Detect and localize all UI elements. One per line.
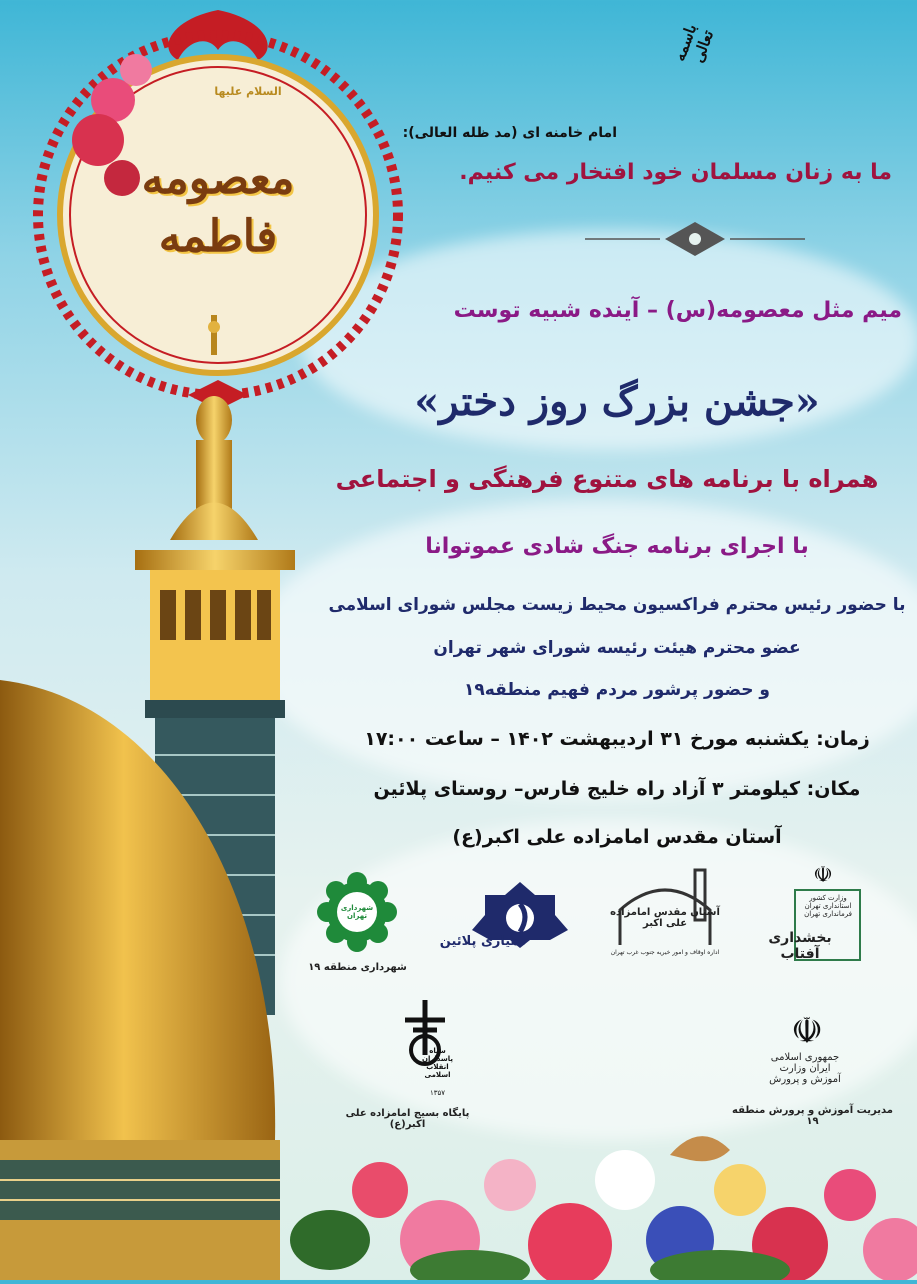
municipality-label: شهرداری منطقه ۱۹ (308, 962, 407, 973)
astan-text: آستان مقدس امامزاده علی اکبر (610, 907, 720, 929)
emblem-arc-text: السلام علیها (214, 85, 282, 98)
event-guest1: با حضور رئیس محترم فراکسیون محیط زیست مجلس شورای اسلامی (328, 595, 906, 615)
emblem-calligraphy: معصومه فاطمه (141, 153, 295, 262)
municipality-inner-text: شهرداری تهران (340, 904, 374, 920)
quote-text: ما به زنان مسلمان خود افتخار می کنیم. (459, 160, 892, 185)
bakhshdari-text: بخشداری آفتاب (768, 930, 832, 962)
basij-label: پایگاه بسیج امامزاده علی اکبر(ع) (345, 1108, 470, 1130)
event-guest3: و حضور پرشور مردم فهیم منطقه۱۹ (464, 680, 770, 700)
education-logo (770, 1005, 845, 1050)
bismillah: باسمه تعالی (670, 21, 718, 66)
event-slogan: میم مثل معصومه(س) – آینده شبیه توست (453, 298, 902, 323)
astan-sub-text: اداره اوقاف و امور خیریه جنوب غرب تهران (610, 949, 720, 956)
sepah-year: ۱۳۵۷ (429, 1089, 446, 1097)
svg-text:☫: ☫ (813, 863, 833, 888)
ornament-divider (585, 218, 805, 260)
event-subtitle: همراه با برنامه های متنوع فرهنگی و اجتماعی (335, 465, 879, 493)
dehyari-label: دهیاری پلائین (439, 934, 527, 949)
municipality-logo (310, 872, 405, 962)
event-time: زمان: یکشنبه مورخ ۳۱ اردیبهشت ۱۴۰۲ – ساعت ۱۷:۰۰ (364, 728, 870, 750)
education-region-label: مدیریت آموزش و پرورش منطقه ۱۹ (732, 1105, 893, 1127)
svg-text:☫: ☫ (790, 1011, 824, 1050)
flower-border (270, 1120, 917, 1280)
event-guest2: عضو محترم هیئت رئیسه شورای شهر تهران (433, 638, 801, 658)
astan-logo (600, 865, 730, 965)
quote-source: امام خامنه ای (مد ظله العالی): (402, 125, 617, 141)
event-place: مکان: کیلومتر ۳ آزاد راه خلیج فارس– روستای پلائین (373, 778, 861, 800)
event-venue: آستان مقدس امامزاده علی اکبر(ع) (452, 826, 782, 848)
bakhshdari-sub-text: وزارت کشور استانداری تهران فرمانداری تهران (804, 894, 852, 918)
event-title: «جشن بزرگ روز دختر» (414, 378, 820, 425)
event-program: با اجرای برنامه جنگ شادی عموتوانا (425, 534, 809, 559)
sepah-text: سپاه پاسداران انقلاب اسلامی (422, 1047, 453, 1079)
bakhshdari-logo (765, 860, 885, 970)
golden-dome (0, 660, 290, 1280)
education-ministry-label: جمهوری اسلامی ایران وزارت آموزش و پرورش (769, 1052, 841, 1085)
sepah-logo (385, 995, 465, 1105)
